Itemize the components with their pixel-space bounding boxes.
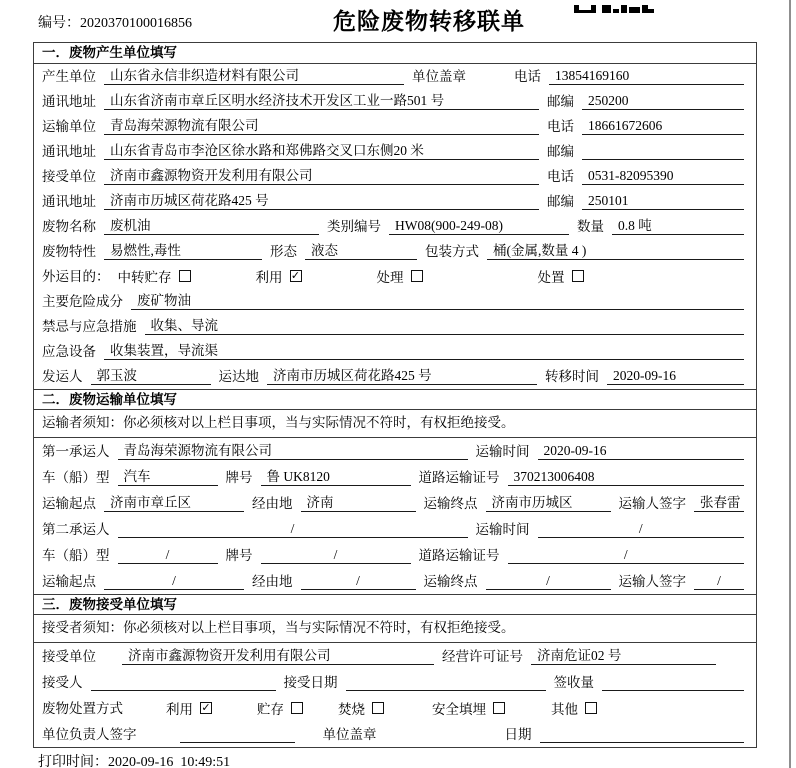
field-label: 通讯地址: [42, 94, 96, 109]
print-time-label: 打印时间：: [38, 755, 108, 768]
form-row: [34, 239, 756, 264]
field-value: /: [118, 521, 468, 538]
field-label: 数量: [577, 219, 604, 234]
field-label: 运输终点: [423, 496, 478, 511]
checkbox-checked: ✓: [201, 701, 211, 714]
field-value: /: [104, 573, 244, 590]
field-value: [540, 726, 745, 743]
field-value: 鲁 UK8120: [261, 469, 411, 486]
field-value: 济南市鑫源物资开发利用有限公司: [104, 168, 539, 185]
checkbox-unchecked: [372, 702, 384, 714]
field-label: 运输起点: [42, 496, 96, 511]
field-label: 运输终点: [423, 574, 478, 589]
form-row: [34, 264, 756, 289]
field-value: /: [508, 547, 745, 564]
field-label: 经由地: [252, 574, 293, 589]
field-label: 单位盖章: [322, 727, 377, 742]
field-label: 道路运输证号: [418, 470, 500, 485]
checkbox-item: [432, 699, 505, 717]
checkbox-label: 处置: [537, 270, 565, 285]
serial-value: 2020370100016856: [80, 16, 192, 31]
field-label: 邮编: [547, 144, 574, 159]
form-row: [34, 721, 756, 747]
form-row: [34, 139, 756, 164]
form-row: [34, 189, 756, 214]
form-row: [34, 164, 756, 189]
checkbox-item: [338, 699, 384, 717]
form-section: [34, 43, 756, 389]
field-label: 转移时间: [545, 369, 599, 384]
form-row: [34, 464, 756, 490]
checkbox-label: 安全填埋: [432, 702, 486, 717]
checkbox-unchecked: [291, 702, 303, 714]
field-value: /: [301, 573, 416, 590]
form-row: [34, 542, 756, 568]
field-label: 牌号: [225, 548, 253, 563]
field-label: 电话: [547, 169, 574, 184]
field-label: 接受人: [42, 675, 83, 690]
field-value: 青岛海荣源物流有限公司: [104, 118, 539, 135]
field-value: /: [538, 521, 745, 538]
field-value: /: [694, 573, 744, 590]
qr-code-fragment: [574, 0, 654, 18]
field-value: 济南市鑫源物资开发利用有限公司: [122, 648, 434, 665]
field-value: /: [261, 547, 411, 564]
field-value: 13854169160: [549, 68, 744, 85]
checkbox-label: 其他: [551, 702, 578, 717]
field-value: 废矿物油: [131, 293, 744, 310]
field-value: [602, 674, 744, 691]
field-value: /: [118, 547, 218, 564]
field-label: 通讯地址: [42, 144, 96, 159]
field-label: 运输人签字: [618, 496, 686, 511]
field-value: 18661672606: [582, 118, 744, 135]
field-value: [91, 674, 276, 691]
serial-label: 编号：: [38, 16, 80, 31]
checkbox-item: [538, 267, 584, 285]
field-value: 郭玉波: [91, 368, 211, 385]
checkbox-label: 利用: [255, 270, 283, 285]
checkbox-label: 中转贮存: [117, 270, 172, 285]
form-row: [34, 490, 756, 516]
form-row: [34, 214, 756, 239]
field-value: [346, 674, 546, 691]
field-label: 签收量: [553, 675, 594, 690]
field-label: 废物名称: [42, 219, 96, 234]
form-row: [34, 364, 756, 389]
field-value: 山东省永信非织造材料有限公司: [104, 68, 404, 85]
checkbox-unchecked: [585, 702, 597, 714]
field-value: 0.8 吨: [612, 218, 744, 235]
field-value: 桶(金属,数量 4 ): [487, 243, 744, 260]
form-row: [34, 89, 756, 114]
field-label: 运输人签字: [618, 574, 686, 589]
field-value: 济南: [301, 495, 416, 512]
section-heading: 三．废物接受单位填写: [34, 594, 756, 615]
field-label: 发运人: [42, 369, 83, 384]
field-value: 青岛海荣源物流有限公司: [118, 443, 468, 460]
form-row: [34, 289, 756, 314]
field-value: 废机油: [104, 218, 319, 235]
form-row: [34, 438, 756, 464]
form-row: [34, 516, 756, 542]
field-label: 产生单位: [42, 69, 96, 84]
field-value: 2020-09-16: [607, 368, 744, 385]
field-label: 主要危险成分: [42, 294, 123, 309]
field-label: 第一承运人: [42, 444, 110, 459]
field-value: 山东省青岛市李沧区徐水路和郑佛路交叉口东侧20 米: [104, 143, 539, 160]
field-value: 250200: [582, 93, 744, 110]
field-label: 邮编: [547, 94, 574, 109]
field-label: 运达地: [218, 369, 259, 384]
field-value: 液态: [305, 243, 417, 260]
field-value: 2020-09-16: [538, 443, 745, 460]
section-note: 接受者须知：你必须核对以上栏目事项，当与实际情况不符时，有权拒绝接受。: [34, 615, 756, 643]
field-label: 单位盖章: [412, 69, 466, 84]
field-value: 汽车: [118, 469, 218, 486]
field-label: 运输单位: [42, 119, 96, 134]
field-value: /: [486, 573, 611, 590]
checkbox-unchecked: [493, 702, 505, 714]
field-label: 通讯地址: [42, 194, 96, 209]
checkbox-unchecked: [411, 270, 423, 282]
field-label: 日期: [504, 727, 532, 742]
field-label: 运输时间: [475, 522, 530, 537]
field-value: 张春雷: [694, 495, 744, 512]
field-value: 济南市历城区荷花路425 号: [267, 368, 537, 385]
field-value: 山东省济南市章丘区明水经济技术开发区工业一路501 号: [104, 93, 539, 110]
field-label: 运输时间: [475, 444, 530, 459]
field-label: 接受单位: [42, 169, 96, 184]
form-row: [34, 64, 756, 89]
field-label: 类别编号: [327, 219, 381, 234]
form-row: [34, 669, 756, 695]
field-value: 济南市历城区荷花路425 号: [104, 193, 539, 210]
field-label: 废物处置方式: [42, 701, 123, 716]
field-value: 易燃性,毒性: [104, 243, 262, 260]
field-label: 车（船）型: [42, 548, 110, 563]
field-value: 370213006408: [508, 469, 745, 486]
field-value: HW08(900-249-08): [389, 218, 569, 235]
checkbox-unchecked: [179, 270, 191, 282]
field-label: 禁忌与应急措施: [42, 319, 137, 334]
checkbox-item: [118, 267, 191, 285]
field-label: 单位负责人签字: [42, 727, 137, 742]
section-heading: 一．废物产生单位填写: [34, 43, 756, 64]
checkbox-item: [166, 699, 212, 717]
form-row: [34, 114, 756, 139]
form-title: 危险废物转移联单: [333, 9, 525, 35]
field-value: 济南危证02 号: [531, 648, 716, 665]
form-row: [34, 314, 756, 339]
field-label: 第二承运人: [42, 522, 110, 537]
checkbox-item: [257, 699, 303, 717]
form-row: [34, 643, 756, 669]
checkbox-label: 处理: [376, 270, 404, 285]
field-label: 电话: [547, 119, 574, 134]
field-label: 经由地: [252, 496, 293, 511]
print-time-value: 2020-09-16 10:49:51: [108, 755, 231, 768]
form-row: [34, 695, 756, 721]
section-heading: 二．废物运输单位填写: [34, 389, 756, 410]
field-value: 济南市章丘区: [104, 495, 244, 512]
field-value: 收集、导流: [145, 318, 745, 335]
form-section: [34, 389, 756, 594]
field-value: 济南市历城区: [486, 495, 611, 512]
checkbox-label: 利用: [166, 702, 193, 717]
checkbox-item: [551, 699, 597, 717]
checkbox-checked: ✓: [290, 269, 301, 282]
field-label: 包装方式: [425, 244, 479, 259]
form-row: [34, 339, 756, 364]
form-row: [34, 568, 756, 594]
field-label: 车（船）型: [42, 470, 110, 485]
checkbox-label: 贮存: [257, 702, 284, 717]
checkbox-unchecked: [572, 270, 584, 282]
checkbox-item: [377, 267, 423, 285]
field-label: 应急设备: [42, 344, 96, 359]
field-label: 牌号: [225, 470, 253, 485]
field-label: 接受单位: [42, 649, 96, 664]
field-label: 运输起点: [42, 574, 96, 589]
field-label: 外运目的：: [42, 269, 110, 284]
checkbox-label: 焚烧: [338, 702, 365, 717]
section-note: 运输者须知：你必须核对以上栏目事项，当与实际情况不符时，有权拒绝接受。: [34, 410, 756, 438]
field-label: 形态: [270, 244, 297, 259]
field-label: 经营许可证号: [442, 649, 523, 664]
page-edge-line: [789, 0, 791, 768]
field-label: 电话: [514, 69, 541, 84]
serial-number: [38, 12, 192, 32]
field-value: [180, 726, 295, 743]
field-label: 废物特性: [42, 244, 96, 259]
form-table: [33, 42, 757, 748]
field-value: 250101: [582, 193, 744, 210]
field-value: 0531-82095390: [582, 168, 744, 185]
field-label: 道路运输证号: [418, 548, 500, 563]
form-section: [34, 594, 756, 747]
field-label: 接受日期: [283, 675, 338, 690]
print-time: [38, 751, 230, 768]
field-value: 收集装置，导流渠: [104, 343, 744, 360]
checkbox-item: [256, 267, 302, 285]
field-value: [582, 143, 744, 160]
field-label: 邮编: [547, 194, 574, 209]
